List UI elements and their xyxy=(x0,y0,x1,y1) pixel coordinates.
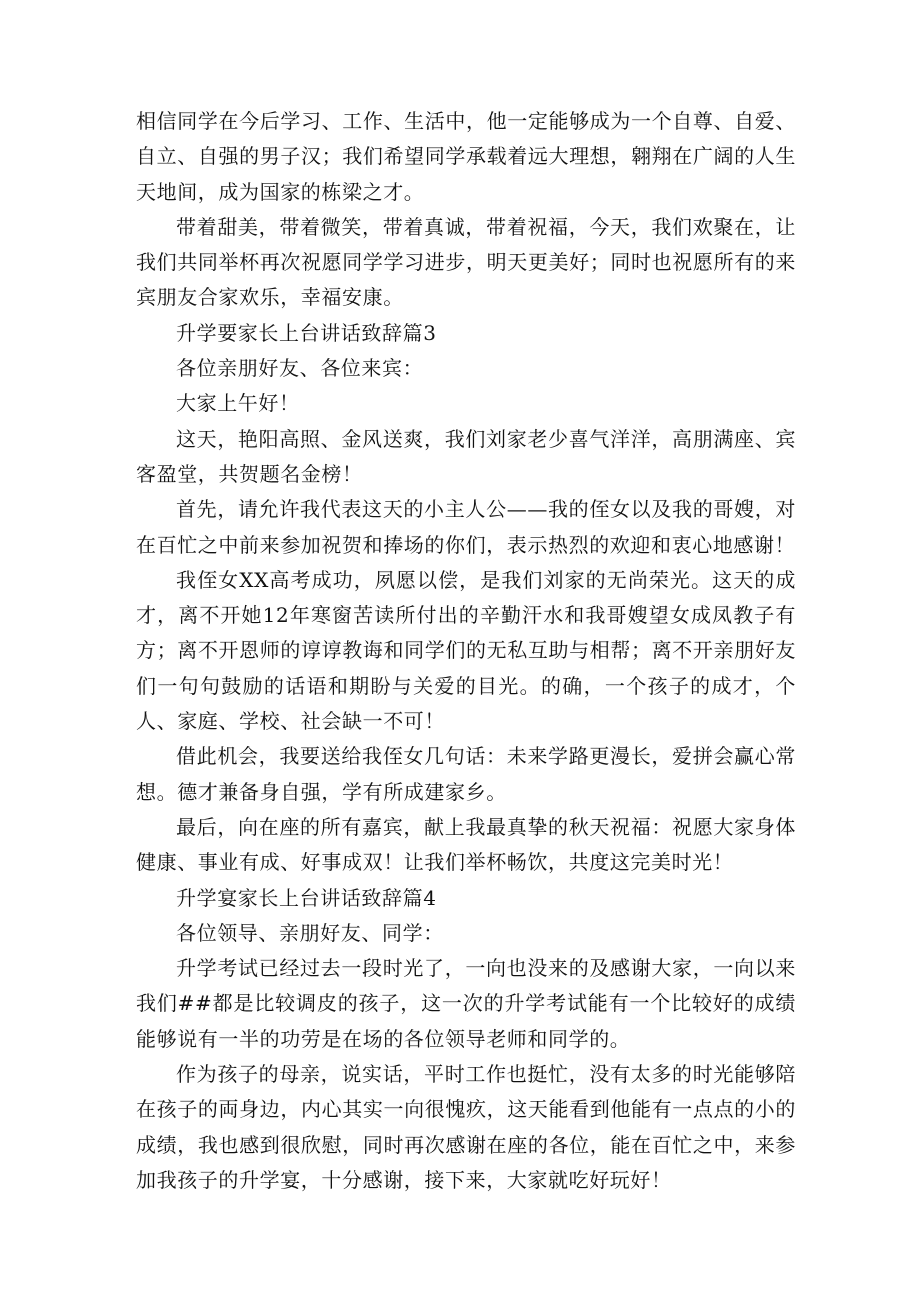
greeting: 大家上午好！ xyxy=(176,391,300,416)
section-heading: 升学要家长上台讲话致辞篇3 xyxy=(176,320,437,345)
document-body xyxy=(136,104,796,1198)
paragraph: 这天，艳阳高照、金风送爽，我们刘家老少喜气洋洋，高朋满座、宾客盈堂，共贺题名金榜！ xyxy=(136,426,796,486)
paragraph: 最后，向在座的所有嘉宾，献上我最真挚的秋天祝福：祝愿大家身体健康、事业有成、好事成双！让我们举杯畅饮，共度这完美时光！ xyxy=(136,814,796,875)
paragraph: 带着甜美，带着微笑，带着真诚，带着祝福，今天，我们欢聚在，让我们共同举杯再次祝愿同学学习进步，明天更美好；同时也祝愿所有的来宾朋友合家欢乐，幸福安康。 xyxy=(136,214,796,310)
paragraph: 首先，请允许我代表这天的小主人公——我的侄女以及我的哥嫂，对在百忙之中前来参加祝贺和捧场的你们，表示热烈的欢迎和衷心地感谢！ xyxy=(136,497,796,557)
salutation: 各位领导、亲朋好友、同学： xyxy=(176,920,444,945)
section-heading: 升学宴家长上台讲话致辞篇4 xyxy=(176,885,437,910)
paragraph: 我侄女XX高考成功，夙愿以偿，是我们刘家的无尚荣光。这天的成才，离不开她12年寒窗苦读所付出的辛勤汗水和我哥嫂望女成凤教子有方；离不开恩师的谆谆教诲和同学们的无私互助与相帮；离不开亲朋好友们一句句鼓励的话语和期盼与关爱的目光。的确，一个孩子的成才，个人、家庭、学校、社会缺一不可！ xyxy=(136,567,796,734)
paragraph: 相信同学在今后学习、工作、生活中，他一定能够成为一个自尊、自爱、自立、自强的男子汉；我们希望同学承载着远大理想，翱翔在广阔的人生天地间，成为国家的栋梁之才。 xyxy=(136,109,796,204)
paragraph: 借此机会，我要送给我侄女几句话：未来学路更漫长，爱拼会赢心常想。德才兼备身自强，学有所成建家乡。 xyxy=(136,744,796,804)
paragraph: 升学考试已经过去一段时光了，一向也没来的及感谢大家，一向以来我们##都是比较调皮的孩子，这一次的升学考试能有一个比较好的成绩能够说有一半的功劳是在场的各位领导老师和同学的。 xyxy=(136,956,796,1051)
salutation: 各位亲朋好友、各位来宾： xyxy=(176,356,424,381)
paragraph: 作为孩子的母亲，说实话，平时工作也挺忙，没有太多的时光能够陪在孩子的両身边，内心其实一向很愧疚，这天能看到他能有一点点的小的成绩，我也感到很欣慰，同时再次感谢在座的各位，能在百忙之中，来参加我孩子的升学宴，十分感谢，接下来，大家就吃好玩好！ xyxy=(136,1062,796,1192)
